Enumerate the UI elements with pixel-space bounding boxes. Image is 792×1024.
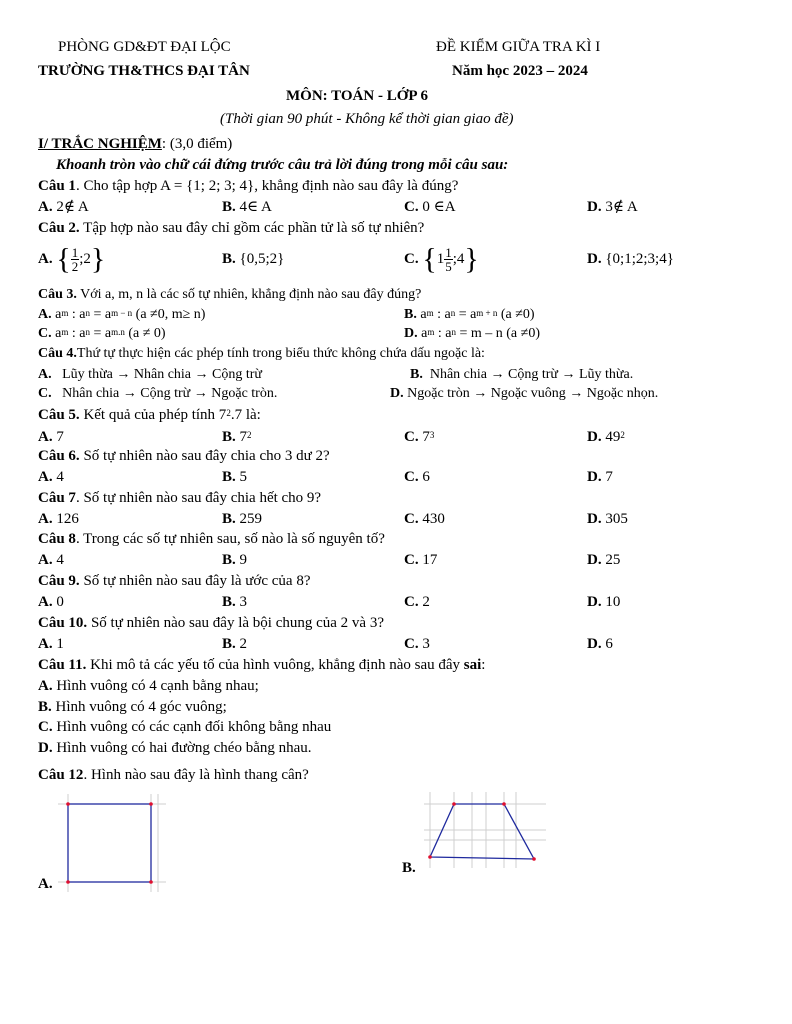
question-label: Câu 6. [38, 448, 80, 464]
option-letter: A. [38, 678, 53, 694]
option-letter: C. [404, 552, 419, 568]
option-a[interactable] [38, 366, 262, 384]
option-text: = a [455, 307, 477, 322]
option-letter: B. [222, 429, 236, 445]
option-text: 2 [239, 636, 248, 652]
question-text: : [481, 657, 486, 673]
option-letter: A. [38, 552, 53, 568]
option-a[interactable] [38, 510, 79, 528]
exponent: m [61, 308, 69, 318]
exponent: n [451, 327, 456, 337]
exponent: m − n [111, 308, 133, 318]
figure-a-label[interactable]: A. [38, 876, 53, 892]
option-text: 7 [422, 429, 430, 445]
exponent: m + n [476, 308, 498, 318]
option-b[interactable] [404, 306, 535, 324]
whole-part: 1 [436, 251, 445, 267]
section-title: I/ TRẮC NGHIỆM [38, 136, 162, 152]
question-text: . Cho tập hợp A = {1; 2; 3; 4}, khẳng định nào sau đây là đúng? [75, 178, 459, 194]
option-letter: C. [38, 386, 52, 401]
option-d[interactable] [587, 551, 620, 569]
exponent: 2 [226, 408, 231, 418]
question-6 [38, 447, 330, 465]
instruction: Khoanh tròn vào chữ cái đứng trước câu trả lời đúng trong mỗi câu sau: [56, 157, 509, 173]
option-c[interactable] [404, 468, 430, 486]
option-c[interactable] [404, 198, 456, 216]
option-text: Hình vuông có các cạnh đối không bằng nhau [52, 719, 332, 735]
question-text: . Hình nào sau đây là hình thang cân? [83, 767, 309, 783]
option-b[interactable] [222, 250, 284, 268]
option-d[interactable] [587, 250, 674, 268]
exponent: m [426, 308, 434, 318]
option-text: 6 [605, 636, 613, 652]
question-text: . Số tự nhiên nào sau đây chia hết cho 9? [75, 490, 322, 506]
option-text: Hình vuông có 4 cạnh bằng nhau; [52, 678, 259, 694]
numerator: 1 [71, 245, 79, 261]
question-text: Số tự nhiên nào sau đây chia cho 3 dư 2? [79, 448, 330, 464]
option-letter: A. [38, 199, 53, 215]
option-text: Hình vuông có 4 góc vuông; [51, 699, 227, 715]
question-3 [38, 286, 421, 304]
option-text: 0 [56, 594, 64, 610]
option-b[interactable] [222, 635, 247, 653]
option-a[interactable] [38, 198, 89, 216]
option-text: : a [68, 307, 86, 322]
option-text: a [55, 307, 62, 322]
exponent: m [427, 327, 435, 337]
option-b[interactable] [222, 468, 247, 486]
option-letter: B. [222, 552, 236, 568]
option-d[interactable] [404, 325, 540, 343]
option-b[interactable] [222, 593, 247, 611]
option-text: 9 [239, 552, 248, 568]
question-label: Câu 4. [38, 346, 77, 361]
option-letter: C. [404, 469, 419, 485]
option-text: 430 [422, 511, 445, 527]
option-text: = m – n (a ≠0) [455, 326, 540, 341]
option-letter: D. [587, 636, 602, 652]
question-11 [38, 656, 485, 674]
exam-title: ĐỀ KIỂM GIỮA TRA KÌ I [436, 39, 601, 55]
option-text: 259 [239, 511, 263, 527]
option-letter: A. [38, 251, 53, 267]
option-a[interactable] [38, 468, 64, 486]
option-c[interactable] [404, 428, 434, 446]
question-label: Câu 11. [38, 657, 87, 673]
vertex-point [66, 802, 70, 806]
denominator: 2 [71, 259, 79, 275]
trapezoid-shape [430, 804, 534, 859]
option-text: 4∈ A [239, 199, 272, 215]
school-year: Năm học 2023 – 2024 [452, 63, 588, 79]
option-a[interactable] [38, 635, 64, 653]
question-text: Tập hợp nào sau đây chỉ gồm các phần tử là số tự nhiên? [79, 220, 425, 236]
option-letter: B. [222, 511, 236, 527]
question-label: Câu 8 [38, 531, 76, 547]
option-d[interactable] [587, 198, 638, 216]
exponent: n [85, 308, 90, 318]
option-letter: B. [222, 469, 236, 485]
option-letter: A. [38, 636, 53, 652]
question-8 [38, 530, 385, 548]
option-text: 3∉ A [605, 199, 638, 215]
option-text: 4 [56, 552, 64, 568]
option-b[interactable] [222, 551, 247, 569]
vertex-point [452, 802, 456, 806]
brace-open: { [56, 242, 71, 276]
option-text: 0;1;2;3;4 [612, 251, 667, 267]
option-letter: C. [404, 511, 419, 527]
question-9 [38, 572, 310, 590]
option-text: Ngoặc tròn → Ngoặc vuông → Ngoặc nhọn. [403, 386, 659, 401]
option-b[interactable] [222, 510, 262, 528]
option-b[interactable] [222, 198, 272, 216]
question-label: Câu 9. [38, 573, 80, 589]
option-text: 3 [239, 594, 248, 610]
option-text: 1 [56, 636, 64, 652]
vertex-point [428, 855, 432, 859]
denominator: 5 [445, 259, 452, 275]
brace-close: } [464, 242, 479, 276]
option-letter: D. [587, 251, 602, 267]
option-c[interactable] [38, 718, 331, 736]
option-text: Lũy thừa → Nhân chia → Cộng trừ [62, 367, 262, 382]
option-letter: A. [38, 307, 52, 322]
section-points: : (3,0 điểm) [161, 136, 233, 152]
option-letter: C. [38, 719, 53, 735]
option-letter: A. [38, 594, 53, 610]
option-a[interactable] [38, 551, 64, 569]
option-text: 49 [605, 429, 621, 445]
option-text: : a [434, 326, 452, 341]
section-heading [38, 135, 232, 153]
vertex-point [149, 880, 153, 884]
question-1 [38, 177, 458, 195]
brace-close: } [277, 251, 285, 267]
option-text: (a ≠ 0) [124, 326, 166, 341]
option-letter: A. [38, 511, 53, 527]
subject-title: MÔN: TOÁN - LỚP 6 [286, 88, 428, 104]
question-label: Câu 10. [38, 615, 88, 631]
vertex-point [66, 880, 70, 884]
option-letter: B. [410, 367, 423, 382]
exponent: 2 [247, 430, 252, 440]
fraction [71, 246, 80, 273]
option-letter: D. [587, 511, 602, 527]
option-c[interactable] [404, 635, 430, 653]
option-letter: D. [587, 199, 602, 215]
option-text: : a [68, 326, 86, 341]
question-label: Câu 3. [38, 287, 77, 302]
option-c[interactable] [38, 385, 277, 403]
option-letter: D. [404, 326, 418, 341]
exponent: n [85, 327, 90, 337]
question-label: Câu 7 [38, 490, 76, 506]
question-label: Câu 5. [38, 407, 80, 423]
option-letter: C. [38, 326, 52, 341]
figure-b-label[interactable]: B. [402, 860, 416, 876]
question-2 [38, 219, 424, 237]
question-label: Câu 2. [38, 220, 80, 236]
option-letter: B. [38, 699, 52, 715]
option-letter: C. [404, 251, 419, 267]
fraction [444, 246, 453, 273]
option-letter: B. [222, 251, 236, 267]
option-d[interactable] [38, 739, 312, 757]
department-name: PHÒNG GD&ĐT ĐẠI LỘC [58, 39, 231, 55]
option-letter: B. [404, 307, 417, 322]
option-text: 7 [605, 469, 613, 485]
option-d[interactable] [587, 428, 625, 446]
square-figure [58, 794, 166, 892]
question-5 [38, 406, 261, 424]
exponent: m.n [111, 327, 125, 337]
option-c[interactable] [404, 593, 430, 611]
question-label: Câu 12 [38, 767, 84, 783]
exponent: 3 [429, 430, 435, 440]
option-text: Hình vuông có hai đường chéo bằng nhau. [52, 740, 312, 756]
option-text: 10 [605, 594, 621, 610]
option-d[interactable] [390, 385, 658, 403]
option-text: a [421, 326, 428, 341]
question-text: Với a, m, n là các số tự nhiên, khẳng định nào sau đây đúng? [76, 287, 422, 302]
option-a[interactable] [38, 677, 259, 695]
option-letter: C. [404, 594, 419, 610]
option-letter: A. [38, 429, 53, 445]
option-c[interactable] [38, 325, 166, 343]
question-emphasis: sai [463, 657, 482, 673]
question-7 [38, 489, 321, 507]
option-letter: D. [587, 429, 602, 445]
question-4 [38, 345, 485, 363]
brace-close: } [666, 251, 674, 267]
option-c[interactable] [404, 510, 445, 528]
vertex-point [532, 857, 536, 861]
question-text: . Trong các số tự nhiên sau, số nào là số nguyên tố? [75, 531, 385, 547]
question-text: Kết quả của phép tính 7 [79, 407, 227, 423]
exponent: m [61, 327, 69, 337]
question-text: Thứ tự thực hiện các phép tính trong biểu thức không chứa dấu ngoặc là: [76, 346, 485, 361]
option-letter: D. [390, 386, 404, 401]
option-text: 7 [239, 429, 248, 445]
option-text: (a ≠0, m≥ n) [132, 307, 206, 322]
option-text: ;4 [452, 251, 465, 267]
option-letter: C. [404, 429, 419, 445]
option-c[interactable] [404, 551, 437, 569]
option-letter: D. [38, 740, 53, 756]
question-text: Số tự nhiên nào sau đây là bội chung của 2 và 3? [87, 615, 384, 631]
option-letter: A. [38, 469, 53, 485]
option-text: 3 [422, 636, 430, 652]
option-text: 2 [422, 594, 430, 610]
option-b[interactable] [38, 698, 227, 716]
option-text: 0 ∈A [422, 199, 456, 215]
option-letter: D. [587, 594, 602, 610]
option-letter: C. [404, 199, 419, 215]
option-text: 0,5;2 [246, 251, 278, 267]
option-d[interactable] [587, 635, 613, 653]
exponent: n [450, 308, 456, 318]
option-letter: D. [587, 469, 602, 485]
option-text: 25 [605, 552, 621, 568]
option-letter: B. [222, 636, 236, 652]
option-text: (a ≠0) [497, 307, 535, 322]
time-note: (Thời gian 90 phút - Không kể thời gian giao đề) [220, 111, 514, 127]
option-a[interactable] [38, 306, 205, 324]
question-text: Số tự nhiên nào sau đây là ước của 8? [79, 573, 311, 589]
option-text: 17 [422, 552, 438, 568]
square-shape [68, 804, 151, 882]
option-text: 4 [56, 469, 64, 485]
school-name: TRƯỜNG TH&THCS ĐẠI TÂN [38, 63, 250, 79]
option-letter: B. [222, 594, 236, 610]
option-text: : a [433, 307, 451, 322]
trapezoid-figure [424, 792, 546, 868]
option-letter: A. [38, 367, 52, 382]
option-text: a [55, 326, 62, 341]
option-text: a [420, 307, 427, 322]
option-text: Nhân chia → Cộng trừ → Lũy thừa. [429, 367, 634, 382]
numerator: 1 [445, 245, 452, 261]
brace-open: { [239, 251, 247, 267]
option-letter: B. [222, 199, 236, 215]
option-letter: D. [587, 552, 602, 568]
option-text: 2∉ A [56, 199, 89, 215]
option-text: ;2 [79, 251, 91, 267]
brace-open: { [605, 251, 613, 267]
question-10 [38, 614, 384, 632]
vertex-point [502, 802, 506, 806]
option-a[interactable] [38, 244, 105, 275]
option-text: 7 [56, 429, 64, 445]
question-text: .7 là: [230, 407, 261, 423]
option-d[interactable] [587, 593, 620, 611]
option-text: 6 [422, 469, 430, 485]
brace-close: } [90, 242, 106, 276]
option-text: 305 [605, 511, 628, 527]
exponent: 2 [620, 430, 625, 440]
option-a[interactable] [38, 428, 64, 446]
option-d[interactable] [587, 468, 613, 486]
option-text: 5 [239, 469, 248, 485]
question-label: Câu 1 [38, 178, 76, 194]
question-text: Khi mô tả các yếu tố của hình vuông, khẳng định nào sau đây [86, 657, 464, 673]
option-text: = a [89, 307, 112, 322]
question-12 [38, 766, 309, 784]
option-text: = a [89, 326, 112, 341]
option-b[interactable] [410, 366, 633, 384]
brace-open: { [422, 242, 437, 276]
option-text: Nhân chia → Cộng trừ → Ngoặc tròn. [62, 386, 278, 401]
vertex-point [149, 802, 153, 806]
option-a[interactable] [38, 593, 64, 611]
option-text: 126 [56, 511, 79, 527]
option-b[interactable] [222, 428, 252, 446]
option-c[interactable] [404, 244, 479, 275]
option-d[interactable] [587, 510, 628, 528]
option-letter: C. [404, 636, 419, 652]
